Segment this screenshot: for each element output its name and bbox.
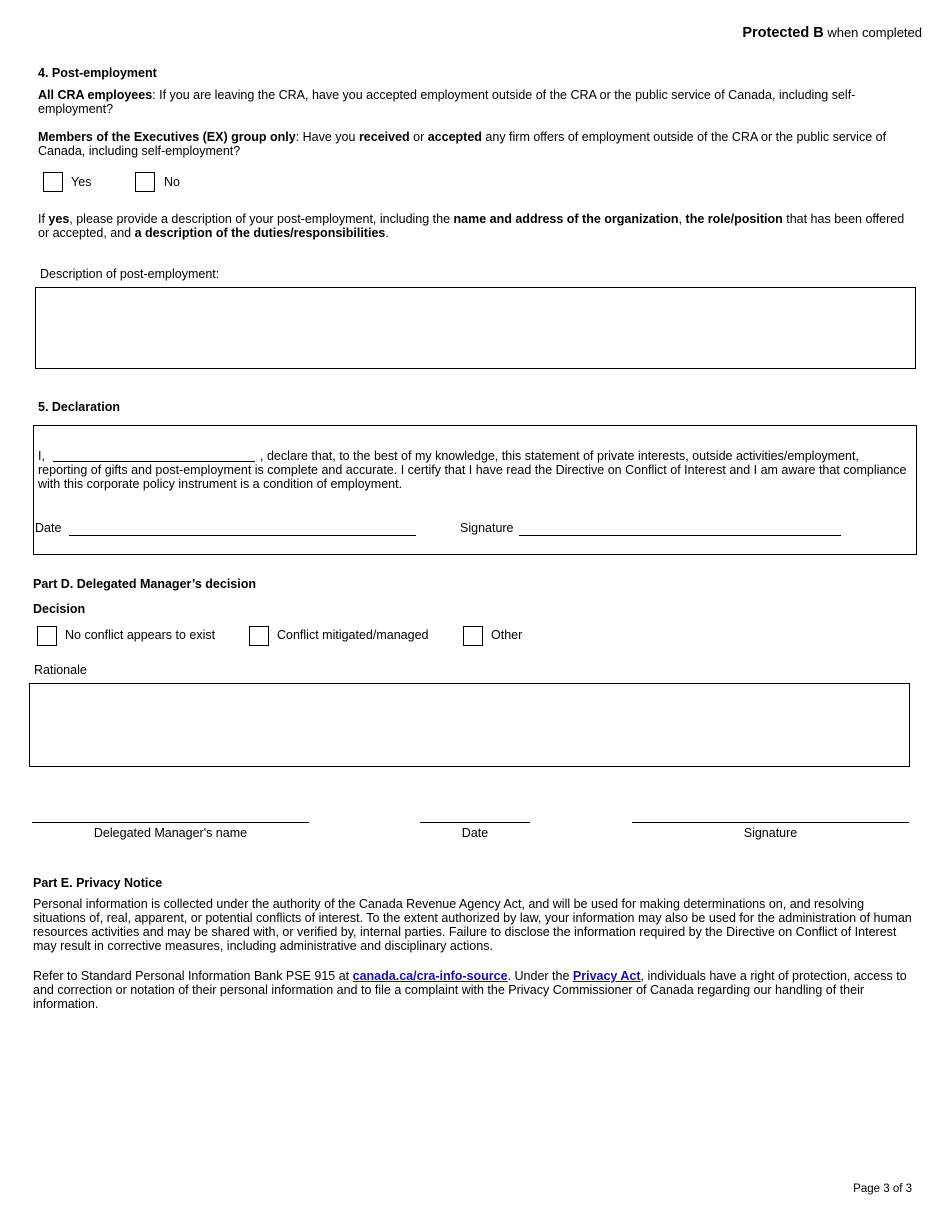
other-checkbox[interactable] [463,626,483,646]
no-label: No [164,175,180,189]
section-4-heading: 4. Post-employment [38,66,157,80]
protected-label: Protected B [742,25,824,41]
post-employment-instructions: If yes, please provide a description of your post-employment, including the name and address of the organization, the role/position that has been offered or accepted, and a description of the duties/responsibilities. [38,212,905,240]
section-5-heading: 5. Declaration [38,400,120,414]
manager-date-line[interactable] [420,810,530,823]
manager-signature-line[interactable] [632,810,909,823]
decision-label: Decision [33,602,86,616]
ex-group-question: Members of the Executives (EX) group only: Have you received or accepted any firm offers of employment outside of the CRA or the public service of Canada, including self-employment? [38,130,887,158]
no-conflict-checkbox[interactable] [37,626,57,646]
declaration-signature-field[interactable] [519,520,839,534]
declaration-signature-line [519,520,841,536]
part-d-heading: Part D. Delegated Manager’s decision [33,577,256,591]
rationale-box [29,683,910,767]
declaration-date-field[interactable] [69,520,414,534]
no-conflict-label: No conflict appears to exist [65,628,216,642]
declaration-text: , declare that, to the best of my knowledge, this statement of private interests, outside activities/employment, reporting of gifts and post-employment is complete and accurate. I certify that I have read the Directive on Conflict of Interest and I am aware that compliance with this corporate policy instrument is a condition of employment. [38,449,907,491]
other-label: Other [491,628,523,642]
rationale-field[interactable] [34,688,905,762]
privacy-act-link[interactable]: Privacy Act [572,969,641,983]
post-employment-description-field[interactable] [40,292,911,364]
yes-checkbox[interactable] [43,172,63,192]
manager-name-label: Delegated Manager's name [93,826,248,840]
manager-signature-label: Signature [743,826,798,840]
all-cra-employees-question: All CRA employees: If you are leaving the CRA, have you accepted employment outside of the CRA or the public service of Canada, including self-employment? [38,88,856,116]
declaration-signature-label: Signature [460,521,514,535]
description-label: Description of post-employment: [40,267,220,281]
declaration-date-line [69,520,416,536]
conflict-mitigated-label: Conflict mitigated/managed [277,628,429,642]
privacy-paragraph-1: Personal information is collected under the authority of the Canada Revenue Agency Act, and will be used for making determinations on, and resolving situations of, real, apparent, or potential conflicts of interest. To the extent authorized by law, your information may also be used for the administration of human resources activities and may be shared with, or verified by, internal parties. Failure to disclose the information required by the Directive on Conflict of Interest may result in corrective measures, including administrative and disciplinary actions. [33,897,912,953]
yes-label: Yes [71,175,92,189]
privacy-paragraph-2: Refer to Standard Personal Information Bank PSE 915 at canada.ca/cra-info-source. Under the Privacy Act, individuals have a right of protection, access to and correction or notation of their personal information and to file a complaint with the Privacy Commissioner of Canada regarding our handling of their information. [33,969,907,1011]
manager-date-label: Date [461,826,489,840]
no-checkbox[interactable] [135,172,155,192]
protected-b-marking [742,26,922,40]
part-e-heading: Part E. Privacy Notice [33,876,163,890]
protected-suffix: when completed [827,25,922,40]
rationale-label: Rationale [34,663,87,677]
conflict-mitigated-checkbox[interactable] [249,626,269,646]
page-number: Page 3 of 3 [853,1183,912,1195]
cra-info-source-link[interactable]: canada.ca/cra-info-source [352,969,508,983]
post-employment-description-box [35,287,916,369]
declaration-date-label: Date [35,521,62,535]
declaration-i-prefix: I, [38,449,45,463]
manager-name-line[interactable] [32,810,309,823]
